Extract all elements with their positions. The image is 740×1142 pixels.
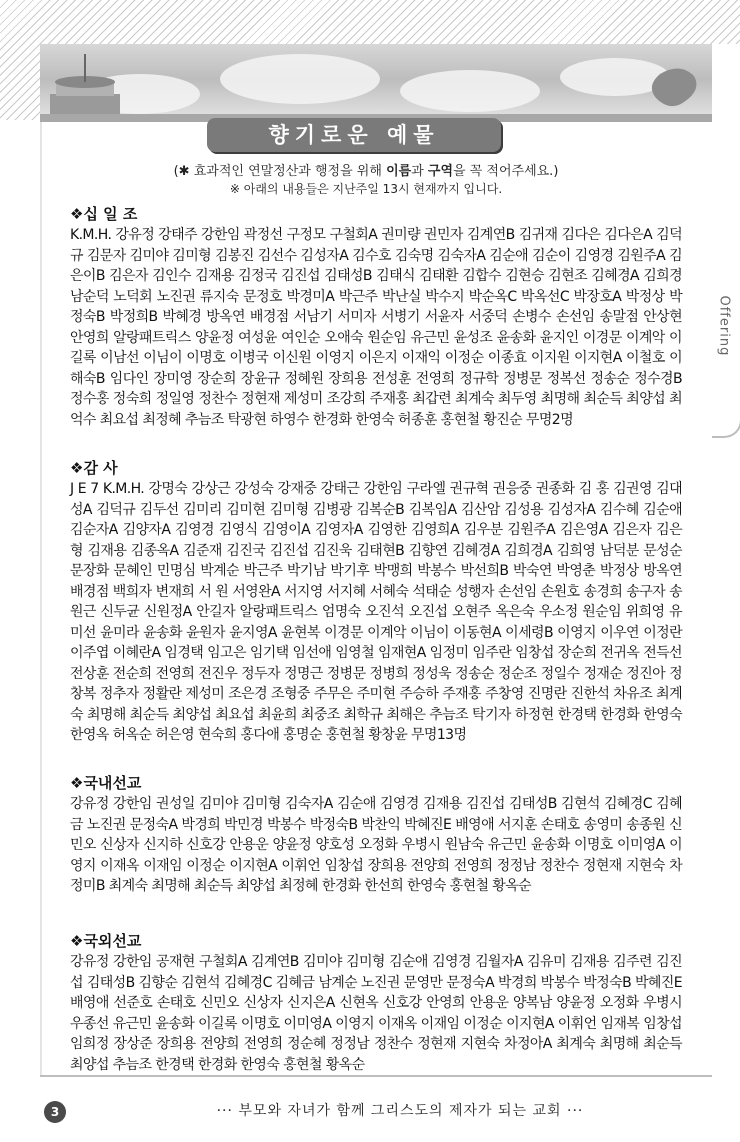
page-title-box: [207, 118, 501, 152]
header-banner-image: [40, 44, 712, 122]
side-label-offering: Offering: [716, 295, 732, 357]
name-list: J E 7 K.M.H. 강명숙 강상근 강성숙 강재중 강태근 강한임 구라엘 권규혁 권응중 권종화 김 홍 김권영 김대성A 김덕규 김두선 김미리 김미현 김미형 김병광 김복순B 김복임A 김산암 김성용 김성자A 김수혜 김순애 김순자A 김양자A 김영경 김영식 김영이A 김영자A 김영한 김영희A 김우분 김원주A 김은영A 김은자 김은형 김재용 김종옥A 김준재 김진국 김진섭 김진욱 김태현B 김향연 김혜경A 김희경A 김희영 남덕분 문성순 문장화 문혜인 민명심 박계순 박근주 박기남 박기후 박맹희 박봉수 박선희B 박숙연 박영춘 박정상 방옥연 배경점 백희자 변재희 서 원 서영완A 서지영 서지혜 서혜숙 석태순 성행자 손선임 손원호 송경희 송구자 송원근 신두균 신원정A 안길자 알랑패트릭스 엄명숙 오진석 오진섭 오현주 옥은숙 우소정 원순임 위희영 유미선 윤미라 윤송화 윤원자 윤지영A 윤현복 이경문 이계악 이님이 이동현A 이세령B 이영지 이우연 이정란 이주엽 이혜란A 임경택 임고은 임기택 임선애 임영철 임재현A 임정미 임주란 임창섭 장순희 전귀옥 전득선 전상훈 전순희 전영희 전진우 정두자 정명근 정병문 정병희 정성욱 정송순 정순조 정일수 정재순 정진아 정창복 정추자 정활란 제성미 조은경 조형중 주무은 주미현 주승하 주재홍 주창영 진명란 진한석 차유조 최계숙 최명해 최순득 최양섭 최요섭 최윤희 최중조 최학규 최해은 추늠조 탁기자 하정현 한경택 한경화 한영숙 한영옥 허옥순 허은영 현숙희 홍다애 홍명순 홍현철 황창윤 무명13명: [70, 481, 682, 743]
name-list: K.M.H. 강유정 강태주 강한임 곽정선 구정모 구철회A 권미량 권민자 김계연B 김귀재 김다은 김다은A 김덕규 김문자 김미야 김미형 김봉진 김선수 김성자A 김수호 김숙명 김숙자A 김순애 김순이 김영경 김원주A 김은이B 김은자 김인수 김재용 김정국 김진섭 김태성B 김태식 김태환 김합수 김현승 김현조 김혜경A 김희경 남순덕 노덕회 노진권 류지숙 문정호 박경미A 박근주 박난실 박수지 박순옥C 박옥선C 박장호A 박정상 박정숙B 박정희B 박혜경 방옥연 배경점 서남기 서미자 서병기 서윤자 서중덕 손병수 손선임 송말점 안상현 안영희 알랑패트릭스 양윤정 여성윤 여인순 오애숙 원순임 유근민 윤성조 윤송화 윤지인 이경문 이계악 이길록 이남선 이님이 이명호 이병국 이신원 이영지 이은지 이재익 이정순 이종효 이지원 이지현A 이철호 이해숙B 임다인 장미영 장순희 장윤규 정혜원 장희용 전성훈 전영희 정규학 정병문 정복선 정송순 정수경B 정수홍 정숙희 정일영 정찬수 정현재 제성미 조강희 주재홍 최갑련 최계숙 최두영 최명해 최순득 최양섭 최억수 최요섭 최정혜 추늠조 탁광현 하영수 한경화 한영숙 허종훈 홍현철 황진순 무명2명: [70, 227, 682, 428]
note-bold-district: 구역: [427, 164, 454, 179]
footer-motto: ··· 부모와 자녀가 함께 그리스도의 제자가 되는 교회 ···: [216, 1103, 584, 1119]
frame-line: [40, 122, 42, 1077]
section-domestic-mission: [70, 772, 682, 897]
section-title: ❖십 일 조: [70, 205, 138, 223]
section-title: ❖감 사: [70, 459, 118, 477]
note-text: 을 꼭 적어주세요.): [453, 164, 559, 179]
banner-illustration: [40, 44, 712, 122]
page-number: 3: [44, 1101, 66, 1123]
note-text: 과: [411, 164, 428, 179]
note-text: (✱ 효과적인 연말정산과 행정을 위해: [173, 164, 387, 179]
instruction-note: [60, 160, 672, 179]
section-title: ❖국외선교: [70, 932, 142, 950]
cutoff-note: ※ 아래의 내용들은 지난주일 13시 현재까지 입니다.: [229, 182, 503, 196]
page-title: 향기로운 예물: [268, 123, 440, 147]
note-bold-name: 이름: [386, 164, 412, 179]
side-tab: [712, 44, 740, 438]
section-title: ❖국내선교: [70, 774, 142, 792]
frame-line: [40, 1075, 712, 1077]
name-list: 강유정 강한임 권성일 김미야 김미형 김숙자A 김순애 김영경 김재용 김진섭 김태성B 김현석 김혜경C 김혜금 노진권 문정숙A 박경희 박민경 박봉수 박정숙B 박찬익 박혜진E 배영애 서지훈 손태호 송영미 송종원 신민오 신상자 신지하 신호강 안용운 양윤정 양호성 오정화 우병시 원남숙 유근민 윤송화 이명호 이미영A 이영지 이재옥 이재임 이정순 이지현A 이휘언 임창섭 장희용 전양희 전영희 정정남 정찬수 정현재 지현숙 차정미B 최계숙 최명해 최순득 최양섭 최정혜 한경화 한선희 한영숙 홍현철 황옥순: [70, 796, 682, 894]
name-list: 강유정 강한임 공재현 구철회A 김계연B 김미야 김미형 김순애 김영경 김월자A 김유미 김재용 김주련 김진섭 김태성B 김향순 김현석 김혜경C 김혜금 남계순 노진권 문영만 문정숙A 박경희 박봉수 박정숙B 박혜진E 배영애 선준호 손태호 신민오 신상자 신지은A 신현옥 신호강 안영희 안용운 양복남 양윤정 오정화 우병시 우종선 유근민 윤송화 이길록 이명호 이미영A 이영지 이재옥 이재임 이정순 이지현A 이휘언 임재복 임창섭 임희정 장상준 장희용 전양희 전영희 정순혜 정정남 정찬수 정현재 지현숙 차정아A 최계숙 최명해 최순득 최양섭 추늠조 한경택 한경화 한영숙 홍현철 황옥순: [70, 954, 682, 1073]
section-tithe: [70, 203, 682, 430]
section-thanks: [70, 457, 682, 746]
section-overseas-mission: [70, 930, 682, 1075]
